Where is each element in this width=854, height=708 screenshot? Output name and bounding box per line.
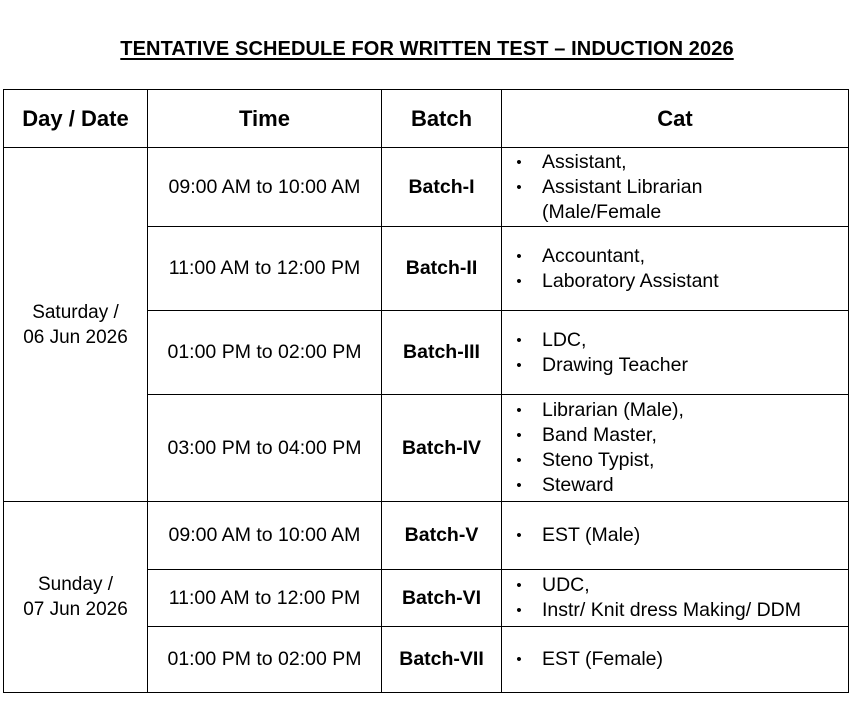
time-cell: 09:00 AM to 10:00 AM (148, 502, 382, 570)
header-time: Time (148, 90, 382, 148)
cat-item: • Assistant Librarian (Male/Female (512, 175, 848, 225)
batch-cell: Batch-II (382, 227, 502, 311)
batch-cell: Batch-IV (382, 395, 502, 502)
header-day-date: Day / Date (4, 90, 148, 148)
cat-list (512, 244, 848, 294)
time-cell: 01:00 PM to 02:00 PM (148, 311, 382, 395)
bullet-icon: • (516, 651, 522, 668)
header-row (4, 90, 849, 148)
cat-item: • EST (Female) (512, 647, 848, 672)
cat-list (512, 573, 848, 623)
day-name: Sunday / (38, 574, 113, 595)
day-date: 06 Jun 2026 (23, 326, 128, 348)
table-row (4, 502, 849, 570)
cat-item: • Accountant, (512, 244, 848, 269)
schedule-table (3, 89, 849, 693)
cat-item: • Band Master, (512, 423, 848, 448)
time-cell: 11:00 AM to 12:00 PM (148, 570, 382, 627)
bullet-icon: • (516, 402, 522, 419)
bullet-icon: • (516, 602, 522, 619)
bullet-icon: • (516, 477, 522, 494)
bullet-icon: • (516, 153, 522, 171)
cat-item: • Laboratory Assistant (512, 269, 848, 294)
time-cell: 03:00 PM to 04:00 PM (148, 395, 382, 502)
cat-item: • Instr/ Knit dress Making/ DDM (512, 598, 848, 623)
cat-cell (502, 227, 849, 311)
table-row (4, 148, 849, 227)
bullet-icon: • (516, 331, 522, 349)
bullet-icon: • (516, 577, 522, 594)
batch-cell: Batch-I (382, 148, 502, 227)
page-title: TENTATIVE SCHEDULE FOR WRITTEN TEST – INDUCTION 2026 (120, 38, 734, 60)
header-cat: Cat (502, 90, 849, 148)
cat-item: • Steward (512, 473, 848, 498)
header-batch: Batch (382, 90, 502, 148)
cat-item: • UDC, (512, 573, 848, 598)
cat-list (512, 647, 848, 672)
cat-cell (502, 311, 849, 395)
bullet-icon: • (516, 356, 522, 374)
bullet-icon: • (516, 247, 522, 265)
cat-item: • LDC, (512, 328, 848, 353)
cat-cell (502, 570, 849, 627)
day-date: 07 Jun 2026 (23, 599, 128, 620)
time-cell: 09:00 AM to 10:00 AM (148, 148, 382, 227)
batch-cell: Batch-III (382, 311, 502, 395)
day-cell-saturday (4, 148, 148, 502)
cat-cell (502, 627, 849, 693)
cat-list (512, 150, 848, 225)
day-cell-sunday (4, 502, 148, 693)
bullet-icon: • (516, 272, 522, 290)
bullet-icon: • (516, 178, 522, 196)
batch-cell: Batch-V (382, 502, 502, 570)
cat-item: • Drawing Teacher (512, 353, 848, 378)
bullet-icon: • (516, 527, 522, 544)
cat-cell (502, 502, 849, 570)
cat-cell (502, 148, 849, 227)
bullet-icon: • (516, 452, 522, 469)
cat-item: • Librarian (Male), (512, 398, 848, 423)
cat-item: • Assistant, (512, 150, 848, 175)
day-name: Saturday / (32, 301, 119, 323)
cat-list (512, 328, 848, 378)
time-cell: 11:00 AM to 12:00 PM (148, 227, 382, 311)
bullet-icon: • (516, 427, 522, 444)
batch-cell: Batch-VII (382, 627, 502, 693)
cat-list (512, 398, 848, 498)
batch-cell: Batch-VI (382, 570, 502, 627)
cat-item: • EST (Male) (512, 523, 848, 548)
cat-list (512, 523, 848, 548)
cat-cell (502, 395, 849, 502)
cat-item: • Steno Typist, (512, 448, 848, 473)
time-cell: 01:00 PM to 02:00 PM (148, 627, 382, 693)
